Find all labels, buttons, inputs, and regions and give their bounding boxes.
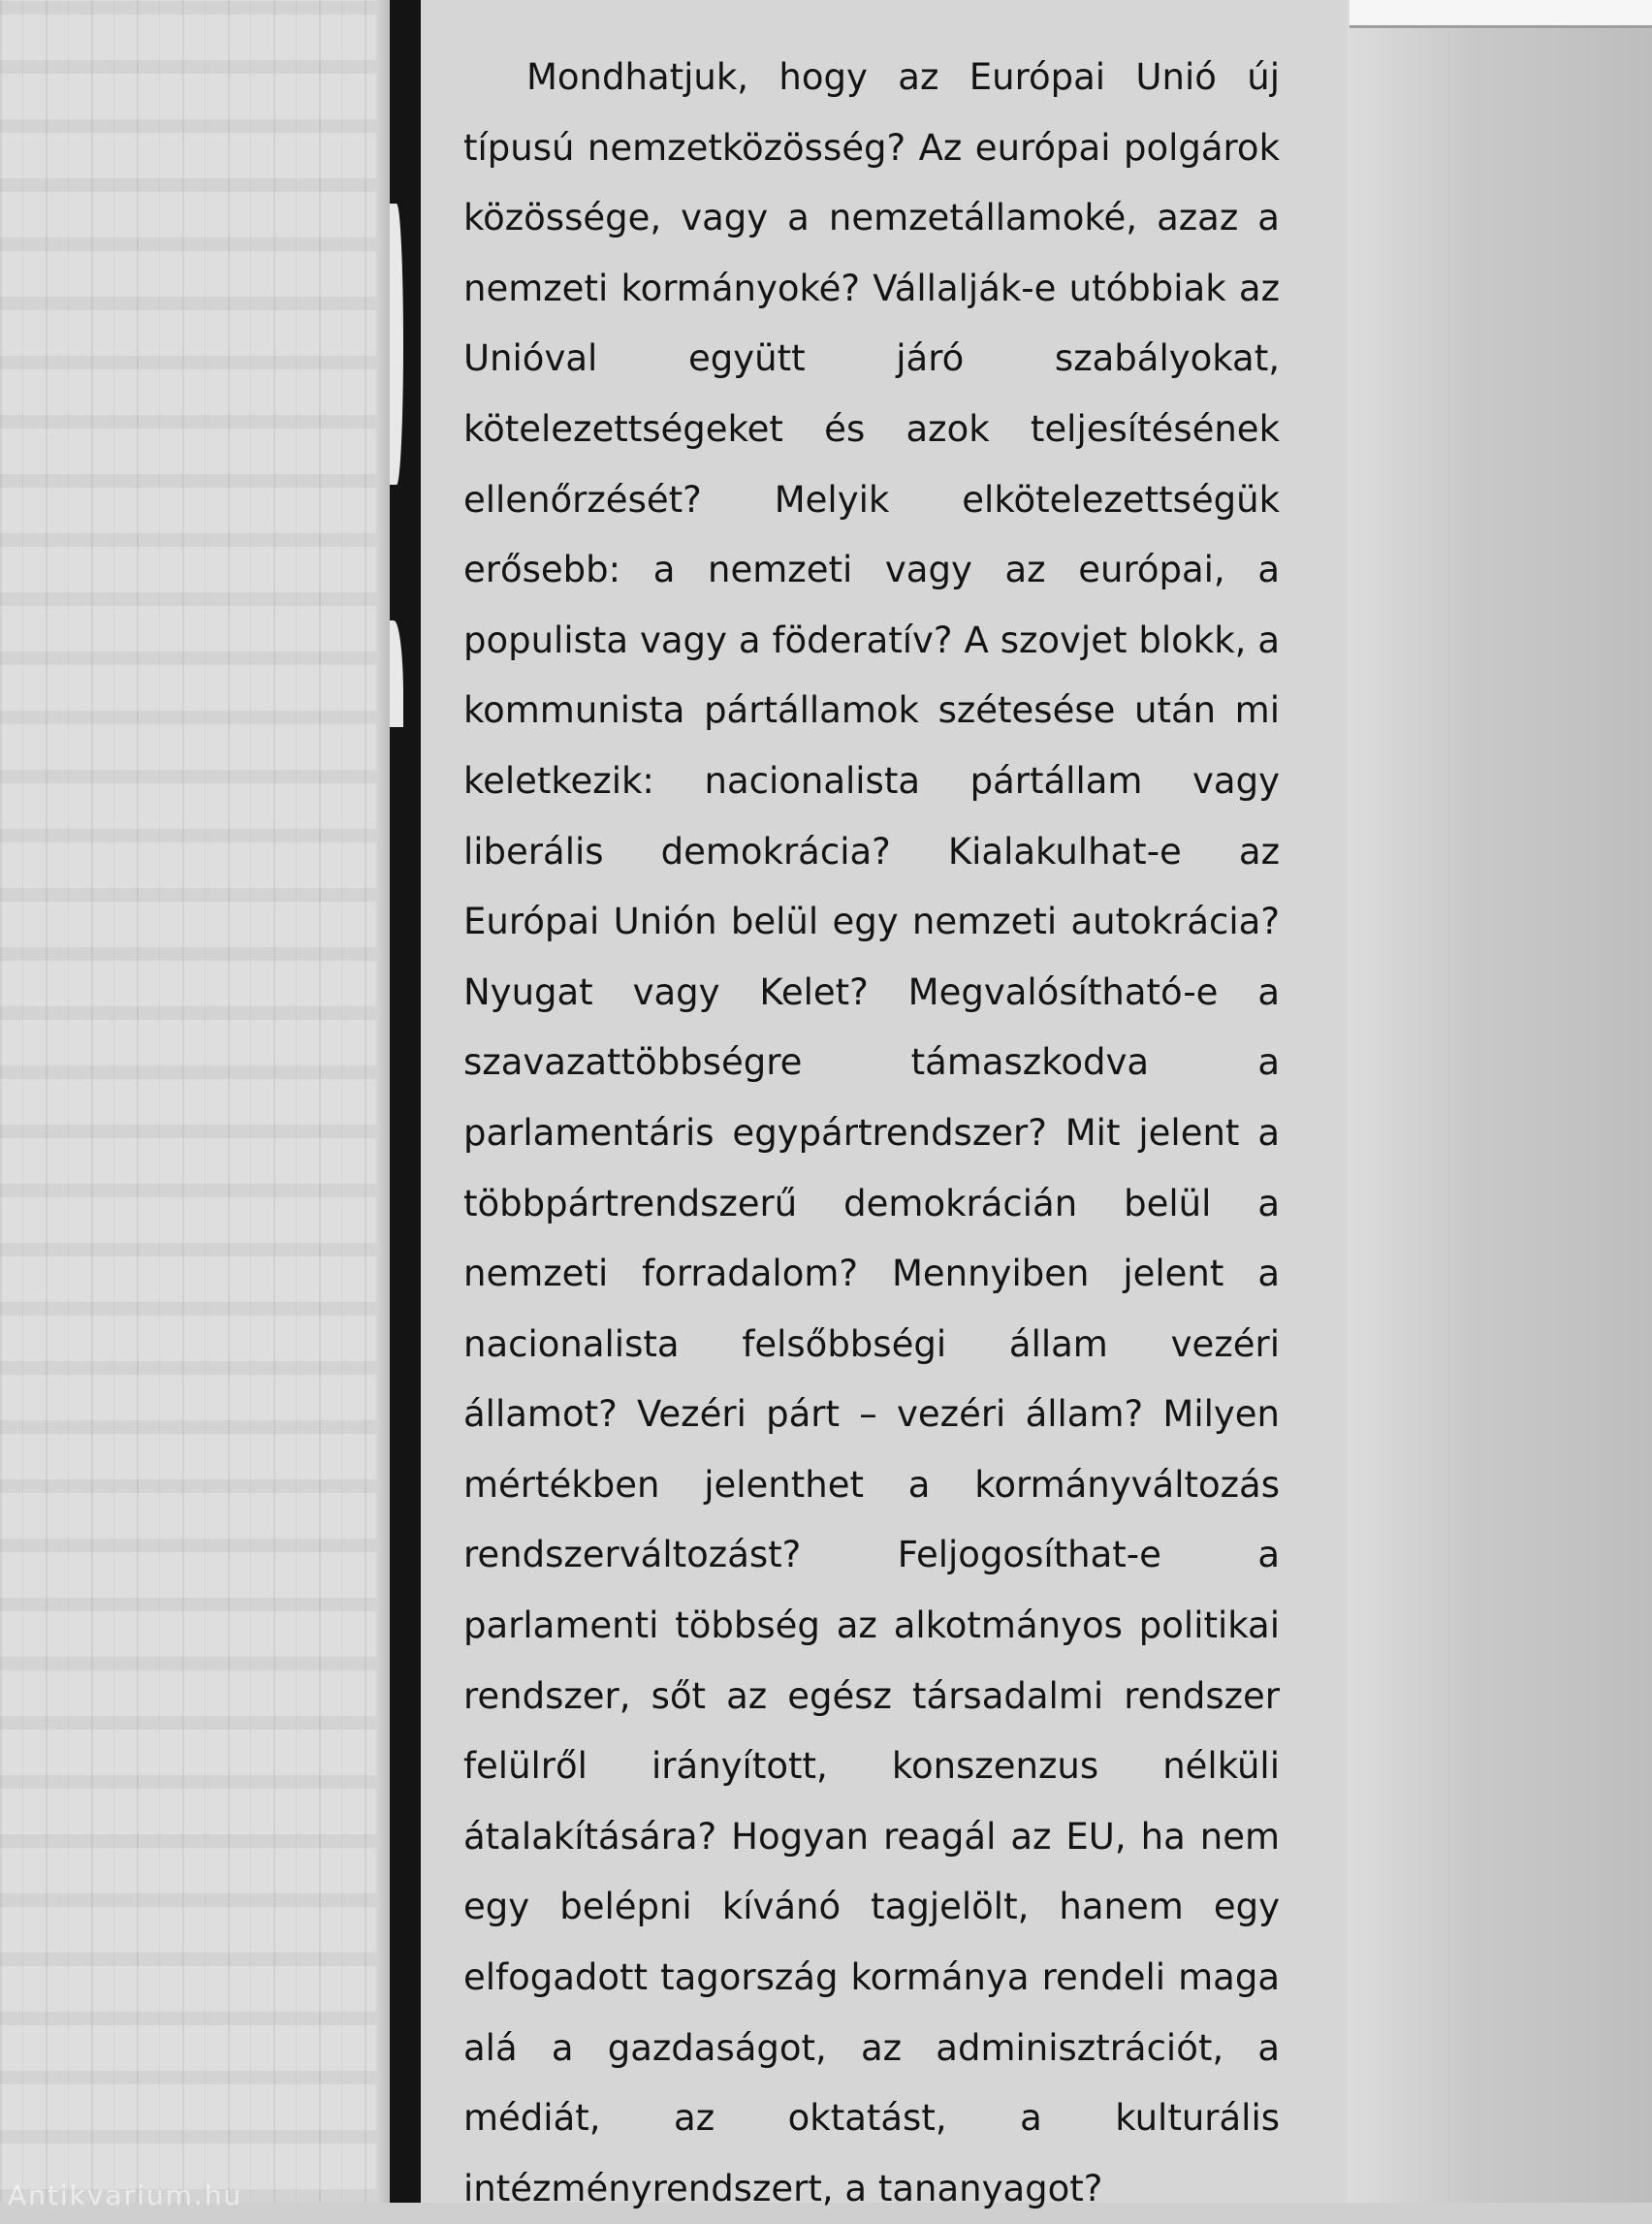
page-right-edge xyxy=(1348,0,1652,2203)
wood-background xyxy=(0,0,388,2203)
spine-notch-upper xyxy=(390,204,403,485)
watermark: Antikvarium.hu xyxy=(8,2179,243,2211)
wood-edge xyxy=(376,0,390,2203)
top-paper-strip xyxy=(1350,0,1652,28)
body-paragraph: Mondhatjuk, hogy az Európai Unió új típusú nemzetközösség? Az európai polgárok közössége, vagy a nemzetállamoké, azaz a nemzeti kormányoké? Vállalják-e utóbbiak az Unióval együtt járó szabályokat, kötelezettségeket és azok teljesítésének ellenőrzését? Melyik elkötelezettségük erősebb: a nemzeti vagy az európai, a populista vagy a föderatív? A szovjet blokk, a kommunista pártállamok szétesése után mi keletkezik: nacionalista pártállam vagy liberális demokrácia? Kialakulhat-e az Európai Unión belül egy nemzeti autokrácia? Nyugat vagy Kelet? Megvalósítható-e a szavazattöbbségre támaszkodva a parlamentáris egypártrendszer? Mit jelent a többpártrendszerű demokrácián belül a nemzeti forradalom? Mennyiben jelent a nacionalista felsőbbségi állam vezéri államot? Vezéri párt – vezéri állam? Milyen mértékben jelenthet a kormányváltozás rendszerváltozást? Feljogosíthat-e a parlamenti többség az alkotmányos politikai rendszer, sőt az egész társadalmi rendszer felülről irányított, konszenzus nélküli átalakítására? Hogyan reagál az EU, ha nem egy belépni kívánó tagjelölt, hanem egy elfogadott tagország kormánya rendeli maga alá a gazdaságot, az adminisztrációt, a médiát, az oktatást, a kulturális intézményrendszert, a tananyagot? xyxy=(463,56,1280,2209)
